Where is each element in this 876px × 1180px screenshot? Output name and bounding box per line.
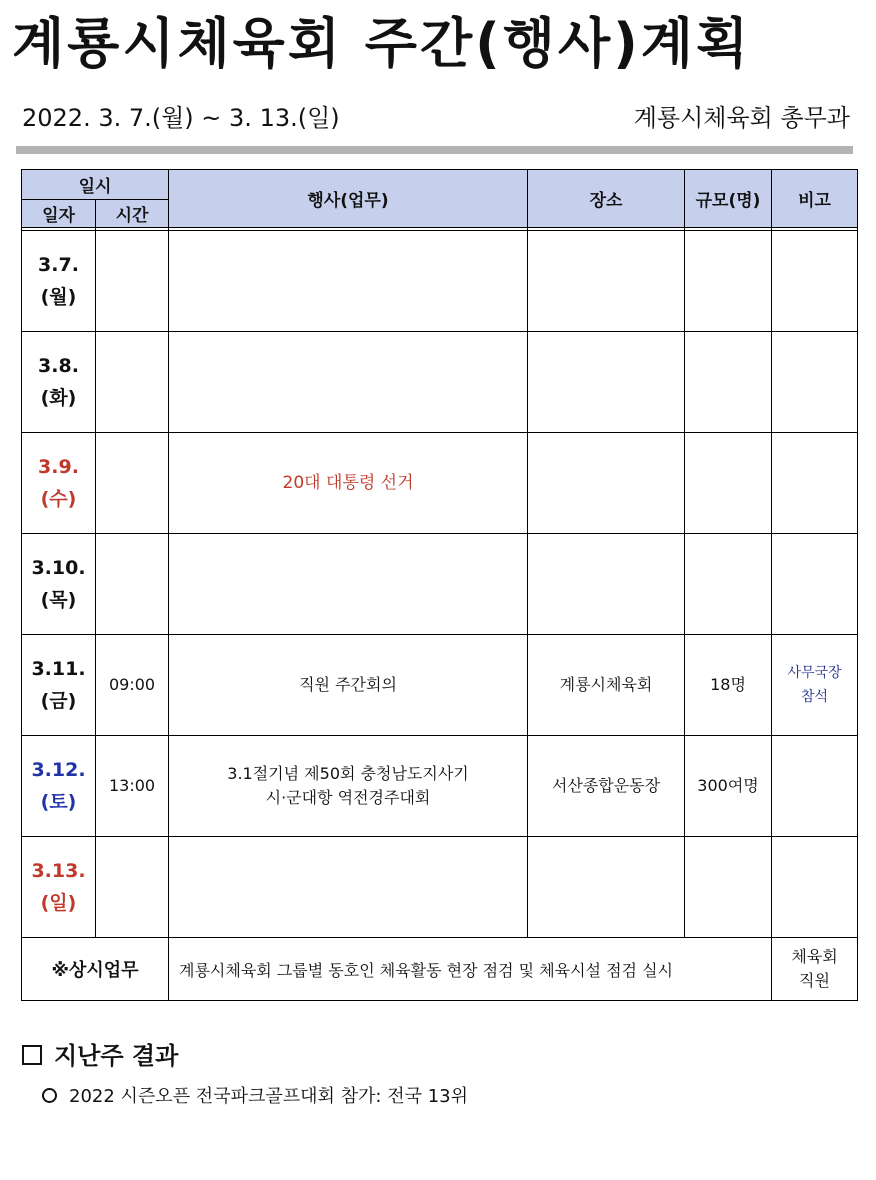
day-scale: 18명 <box>685 635 772 736</box>
day-place <box>528 231 685 332</box>
circle-bullet-icon <box>42 1088 57 1103</box>
schedule-table <box>21 169 858 1001</box>
day-scale <box>685 433 772 534</box>
day-scale <box>685 837 772 938</box>
day-weekday: (화) <box>40 387 77 409</box>
day-weekday: (일) <box>40 892 77 914</box>
day-scale: 300여명 <box>685 736 772 837</box>
table-row <box>22 635 858 736</box>
day-time <box>96 534 169 635</box>
day-event <box>169 332 528 433</box>
day-place <box>528 332 685 433</box>
day-event <box>169 433 528 534</box>
remarks-line: 사무국장 <box>787 665 842 681</box>
event-line: 3.1절기념 제50회 충청남도지사기 <box>227 764 469 783</box>
day-date: 3.13. <box>31 860 86 882</box>
last-week-heading-text: 지난주 결과 <box>54 1042 179 1070</box>
day-weekday: (목) <box>40 589 77 611</box>
day-date: 3.12. <box>31 759 86 781</box>
table-row <box>22 231 858 332</box>
day-event <box>169 736 528 837</box>
day-remarks <box>772 534 858 635</box>
header-datetime: 일시 <box>22 170 169 200</box>
remarks-line: 참석 <box>800 689 829 705</box>
period-text: 2022. 3. 7.(월) ~ 3. 13.(일) <box>22 104 340 132</box>
day-date-cell <box>22 736 96 837</box>
day-weekday: (수) <box>40 488 77 510</box>
table-row <box>22 332 858 433</box>
day-scale <box>685 332 772 433</box>
routine-row <box>22 938 858 1001</box>
routine-remarks-line: 체육회 <box>791 947 838 966</box>
day-date-cell <box>22 332 96 433</box>
day-date-cell <box>22 534 96 635</box>
page-title: 계룡시체육회 주간(행사)계획 <box>12 12 752 75</box>
day-date-cell <box>22 433 96 534</box>
table-row <box>22 534 858 635</box>
day-remarks <box>772 837 858 938</box>
day-place <box>528 534 685 635</box>
header-scale: 규모(명) <box>685 170 772 228</box>
day-remarks <box>772 231 858 332</box>
day-time: 09:00 <box>96 635 169 736</box>
day-remarks <box>772 332 858 433</box>
last-week-heading <box>22 1036 178 1076</box>
day-rows <box>22 231 858 938</box>
day-weekday: (금) <box>40 690 77 712</box>
checkbox-square-icon <box>22 1045 42 1065</box>
day-date-cell <box>22 837 96 938</box>
routine-remarks-line: 직원 <box>799 971 830 990</box>
department-text: 계룡시체육회 총무과 <box>633 104 850 132</box>
subtitle-line <box>22 98 852 138</box>
header-remarks: 비고 <box>772 170 858 228</box>
header-place: 장소 <box>528 170 685 228</box>
day-remarks <box>772 635 858 736</box>
day-place <box>528 837 685 938</box>
day-time <box>96 332 169 433</box>
day-time <box>96 837 169 938</box>
day-time <box>96 433 169 534</box>
last-week-item-text: 2022 시즌오픈 전국파크골프대회 참가: 전국 13위 <box>69 1086 468 1107</box>
day-date: 3.8. <box>38 355 79 377</box>
day-date: 3.9. <box>38 456 79 478</box>
last-week-item <box>42 1082 468 1112</box>
header-time: 시간 <box>96 200 169 228</box>
day-date: 3.7. <box>38 254 79 276</box>
day-date: 3.11. <box>31 658 86 680</box>
event-line: 시·군대항 역전경주대회 <box>265 788 431 807</box>
day-event <box>169 534 528 635</box>
table-row <box>22 837 858 938</box>
day-event <box>169 837 528 938</box>
day-time: 13:00 <box>96 736 169 837</box>
routine-description: 계룡시체육회 그룹별 동호인 체육활동 현장 점검 및 체육시설 점검 실시 <box>169 938 772 1001</box>
day-scale <box>685 231 772 332</box>
table-row <box>22 433 858 534</box>
event-line: 20대 대통령 선거 <box>282 473 414 493</box>
day-time <box>96 231 169 332</box>
day-date-cell <box>22 231 96 332</box>
day-scale <box>685 534 772 635</box>
day-place: 서산종합운동장 <box>528 736 685 837</box>
day-date: 3.10. <box>31 557 86 579</box>
day-weekday: (토) <box>40 791 77 813</box>
routine-remarks <box>772 938 858 1001</box>
day-remarks <box>772 433 858 534</box>
day-place <box>528 433 685 534</box>
header-date: 일자 <box>22 200 96 228</box>
event-line: 직원 주간회의 <box>299 675 397 694</box>
day-event <box>169 231 528 332</box>
day-place: 계룡시체육회 <box>528 635 685 736</box>
routine-label: ※상시업무 <box>22 938 169 1001</box>
day-weekday: (월) <box>40 286 77 308</box>
day-date-cell <box>22 635 96 736</box>
header-event: 행사(업무) <box>169 170 528 228</box>
title-divider <box>16 146 853 154</box>
day-remarks <box>772 736 858 837</box>
table-row <box>22 736 858 837</box>
day-event <box>169 635 528 736</box>
